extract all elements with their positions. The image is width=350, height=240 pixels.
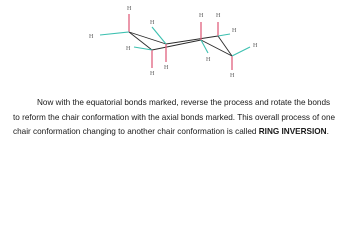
equatorial-bond [100, 32, 129, 35]
hydrogen-label: H [126, 46, 131, 52]
cyclohexane-chair-diagram [0, 0, 350, 90]
hydrogen-label: H [253, 43, 258, 49]
ring-bond [129, 32, 152, 50]
hydrogen-label: H [232, 28, 237, 34]
ring-inversion-term: RING INVERSION [258, 127, 327, 136]
hydrogen-label: H [150, 20, 155, 26]
sentence-end: . [326, 127, 329, 136]
body-paragraph [13, 96, 339, 140]
hydrogen-label: H [89, 34, 94, 40]
hydrogen-label: H [164, 65, 169, 71]
ring-bond [218, 36, 232, 56]
hydrogen-label: H [216, 13, 221, 19]
equatorial-bonds [100, 27, 250, 56]
body-text: Now with the equatorial bonds marked, reverse the process and rotate the bonds to reform the chair conformation with the axial bonds marked. This overall process of one chair conformation changing to another chair conformation is called [13, 98, 336, 136]
hydrogen-label: H [230, 73, 235, 79]
ring-bonds [129, 32, 232, 56]
hydrogen-label: H [150, 71, 155, 77]
hydrogen-label: H [199, 13, 204, 19]
equatorial-bond [232, 47, 250, 56]
hydrogen-label: H [127, 6, 132, 12]
equatorial-bond [218, 34, 230, 36]
hydrogen-label: H [206, 57, 211, 63]
ring-bond [166, 36, 218, 44]
